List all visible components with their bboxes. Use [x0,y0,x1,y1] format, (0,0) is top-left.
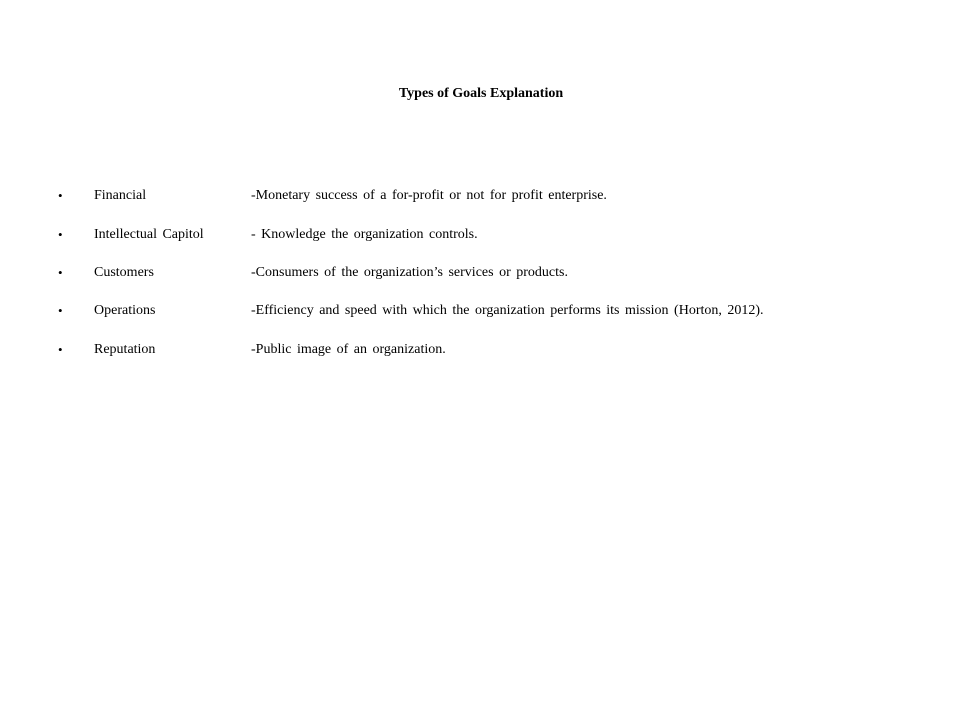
goal-description: -Public image of an organization. [251,342,446,357]
page-title: Types of Goals Explanation [398,86,564,101]
list-item [0,263,960,283]
goal-name: Financial [94,188,147,203]
goal-name: Reputation [94,342,156,357]
bullet-icon: • [58,188,63,203]
list-item [0,186,960,206]
list-item [0,225,960,245]
goal-name: Intellectual Capitol [94,227,204,242]
goal-description: -Monetary success of a for-profit or not for profit enterprise. [251,188,607,203]
list-item [0,301,960,321]
goal-description: - Knowledge the organization controls. [251,227,478,242]
bullet-icon: • [58,342,63,357]
goal-name: Customers [94,265,154,280]
goal-description: -Consumers of the organization’s services or products. [251,265,568,280]
bullet-icon: • [58,303,63,318]
bullet-icon: • [58,265,63,280]
bullet-icon: • [58,227,63,242]
list-item [0,340,960,360]
goal-name: Operations [94,303,156,318]
goal-description: -Efficiency and speed with which the organization performs its mission (Horton, 2012). [251,303,764,318]
